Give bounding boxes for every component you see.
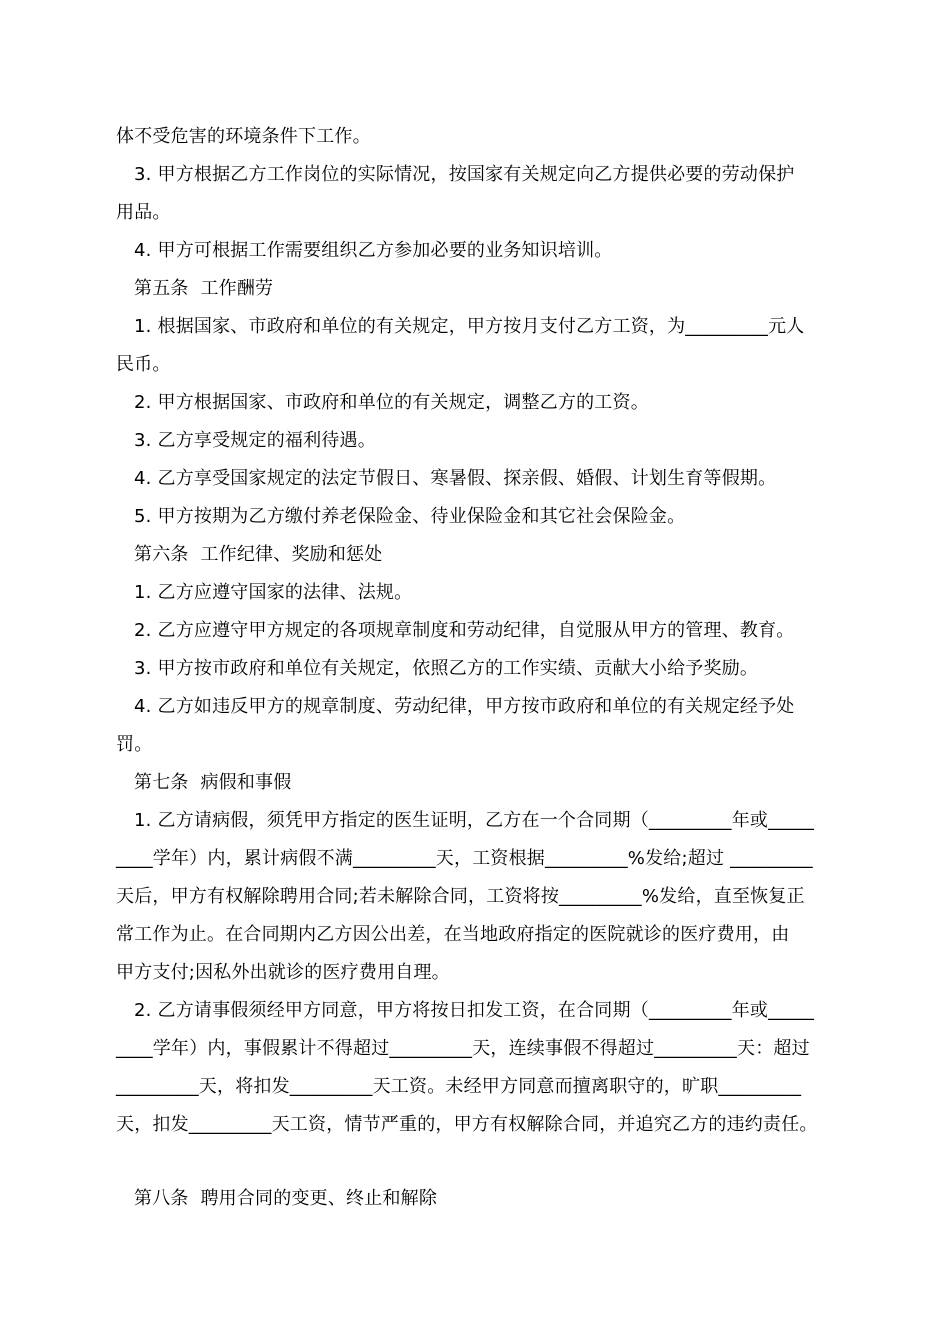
paragraph-line: 天后，甲方有权解除聘用合同;若未解除合同，工资将按_________%发给，直至恢复正 bbox=[116, 886, 805, 907]
paragraph-line: 2. 乙方应遵守甲方规定的各项规章制度和劳动纪律，自觉服从甲方的管理、教育。 bbox=[134, 620, 795, 641]
paragraph-line: 4. 乙方享受国家规定的法定节假日、寒暑假、探亲假、婚假、计划生育等假期。 bbox=[134, 468, 777, 489]
paragraph-line: 民币。 bbox=[116, 354, 171, 375]
section-heading: 第五条 工作酬劳 bbox=[134, 278, 274, 299]
paragraph-line: 3. 甲方按市政府和单位有关规定，依照乙方的工作实绩、贡献大小给予奖励。 bbox=[134, 658, 759, 679]
paragraph-line: ____学年）内，事假累计不得超过_________天，连续事假不得超过_________天：超过 bbox=[116, 1038, 810, 1059]
paragraph-line: 罚。 bbox=[116, 734, 153, 755]
paragraph-line: 4. 甲方可根据工作需要组织乙方参加必要的业务知识培训。 bbox=[134, 240, 613, 261]
paragraph-line: 1. 乙方应遵守国家的法律、法规。 bbox=[134, 582, 413, 603]
paragraph-line: ____学年）内，累计病假不满_________天，工资根据_________%发给;超过 _________ bbox=[116, 848, 813, 869]
paragraph-line: 用品。 bbox=[116, 202, 171, 223]
section-heading: 第七条 病假和事假 bbox=[134, 772, 292, 793]
paragraph-line: 3. 乙方享受规定的福利待遇。 bbox=[134, 430, 376, 451]
paragraph-line: 5. 甲方按期为乙方缴付养老保险金、待业保险金和其它社会保险金。 bbox=[134, 506, 686, 527]
paragraph-line: 1. 乙方请病假，须凭甲方指定的医生证明，乙方在一个合同期（_________年或_____ bbox=[134, 810, 815, 831]
paragraph-line: 天，扣发_________天工资，情节严重的，甲方有权解除合同，并追究乙方的违约责任。 bbox=[116, 1114, 818, 1135]
section-heading: 第六条 工作纪律、奖励和惩处 bbox=[134, 544, 383, 565]
paragraph-line: _________天，将扣发_________天工资。未经甲方同意而擅离职守的，旷职_________ bbox=[116, 1076, 802, 1097]
paragraph-line: 2. 甲方根据国家、市政府和单位的有关规定，调整乙方的工资。 bbox=[134, 392, 649, 413]
paragraph-line: 4. 乙方如违反甲方的规章制度、劳动纪律，甲方按市政府和单位的有关规定经予处 bbox=[134, 696, 795, 717]
paragraph-line: 2. 乙方请事假须经甲方同意，甲方将按日扣发工资，在合同期（_________年或_____ bbox=[134, 1000, 815, 1021]
paragraph-line: 3. 甲方根据乙方工作岗位的实际情况，按国家有关规定向乙方提供必要的劳动保护 bbox=[134, 164, 795, 185]
paragraph-line: 甲方支付;因私外出就诊的医疗费用自理。 bbox=[116, 962, 450, 983]
paragraph-line: 1. 根据国家、市政府和单位的有关规定，甲方按月支付乙方工资，为_________元人 bbox=[134, 316, 805, 337]
paragraph-line: 常工作为止。在合同期内乙方因公出差，在当地政府指定的医院就诊的医疗费用，由 bbox=[116, 924, 790, 945]
paragraph-line: 体不受危害的环境条件下工作。 bbox=[116, 126, 371, 147]
section-heading: 第八条 聘用合同的变更、终止和解除 bbox=[134, 1188, 438, 1209]
